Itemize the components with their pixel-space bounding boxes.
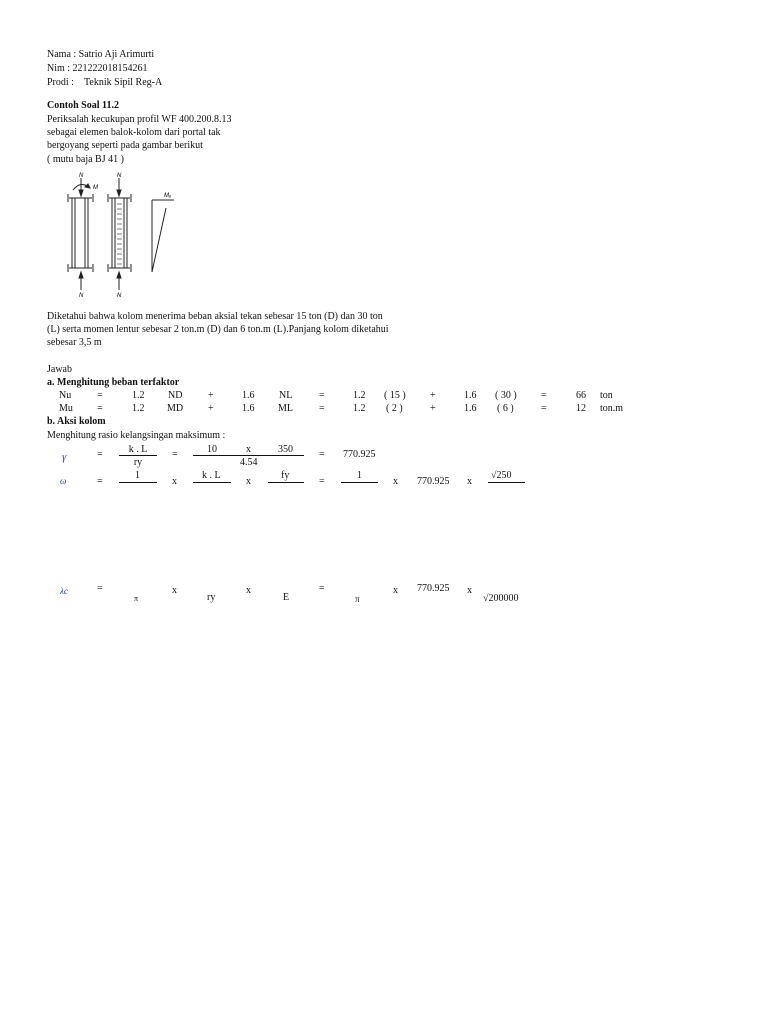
slenderness-result: 770.925 — [343, 449, 376, 460]
lambda-c-symbol: ω — [60, 476, 67, 486]
section-a-heading: a. Menghitung beban terfaktor — [47, 377, 180, 388]
times-sign: x — [393, 585, 398, 596]
ry-value: 4.54 — [240, 457, 258, 468]
times-sign: x — [467, 585, 472, 596]
length-value: 350 — [278, 444, 293, 455]
axial-load-label: N — [79, 173, 84, 179]
equals-sign: = — [319, 390, 325, 401]
fraction-bar — [119, 482, 157, 483]
nd-label: ND — [168, 390, 183, 401]
sqrt-e — [483, 593, 519, 605]
lambda-c-symbol: λc — [60, 586, 68, 596]
md-label: MD — [167, 403, 184, 414]
factor-live: 1.6 — [464, 390, 477, 401]
mu-unit: ton.m — [600, 403, 624, 414]
nu-unit: ton — [600, 390, 613, 401]
kl-numerator: k . L — [128, 444, 148, 455]
e-value: 200000 — [488, 593, 519, 604]
pi-symbol: π — [134, 594, 139, 603]
fy-value: 250 — [496, 470, 512, 481]
times-sign: x — [246, 476, 251, 487]
fraction-bar — [193, 482, 231, 483]
column-figure — [64, 168, 184, 300]
fraction-bar — [193, 455, 304, 456]
equals-sign: = — [319, 583, 325, 594]
nu-label: Nu — [59, 390, 72, 401]
equals-sign: = — [97, 583, 103, 594]
plus-sign: + — [208, 403, 214, 414]
plus-sign: + — [208, 390, 214, 401]
ry-denominator: ry — [207, 592, 216, 603]
equals-sign: = — [319, 403, 325, 414]
lambda-c-formula-bottom — [0, 583, 768, 609]
modulus-e: E — [283, 592, 290, 603]
plus-sign: + — [430, 390, 436, 401]
factor-live: 1.6 — [242, 403, 255, 414]
problem-line: Periksalah kecukupan profil WF 400.200.8.13 — [47, 114, 232, 125]
plus-sign: + — [430, 403, 436, 414]
nu-result: 66 — [576, 390, 586, 401]
moment-label: M — [93, 185, 98, 191]
problem-line: sebagai elemen balok-kolom dari portal tak — [47, 127, 221, 138]
axial-load-label: N — [117, 173, 122, 179]
equals-sign: = — [97, 476, 103, 487]
slenderness-value: 770.925 — [417, 583, 450, 594]
mu-result: 12 — [576, 403, 586, 414]
nd-value: ( 15 ) — [384, 390, 406, 401]
gamma-symbol: γ — [62, 451, 67, 463]
problem-line: bergoyang seperti pada gambar berikut — [47, 140, 203, 151]
section-b-heading: b. Aksi kolom — [47, 416, 106, 427]
equals-sign: = — [97, 403, 103, 414]
fy-numerator: fy — [281, 470, 290, 481]
problem-line: ( mutu baja BJ 41 ) — [47, 154, 124, 165]
fraction-bar — [119, 455, 157, 456]
times-sign: x — [246, 444, 251, 455]
nl-value: ( 30 ) — [495, 390, 517, 401]
moment-diagram-label: Mᵤ — [164, 193, 172, 199]
factor-dead: 1.2 — [353, 390, 366, 401]
given-line: Diketahui bahwa kolom menerima beban aksial tekan sebesar 15 ton (D) dan 30 ton — [47, 311, 383, 322]
prodi-value: Teknik Sipil Reg-A — [84, 77, 163, 88]
times-sign: x — [172, 476, 177, 487]
equals-sign: = — [97, 449, 103, 460]
one-numerator: 1 — [357, 470, 362, 481]
lambda-c-formula-top — [0, 466, 768, 487]
equals-sign: = — [172, 449, 178, 460]
column-diagram-svg — [64, 168, 184, 300]
sqrt-fy — [491, 470, 512, 482]
given-line: (L) serta momen lentur sebesar 2 ton.m (D) dan 6 ton.m (L).Panjang kolom diketahui — [47, 324, 389, 335]
student-nim: Nim : 221222018154261 — [47, 63, 148, 74]
k-value: 10 — [207, 444, 217, 455]
equals-sign: = — [541, 390, 547, 401]
sqrt-icon: √ — [483, 593, 489, 604]
ml-value: ( 6 ) — [497, 403, 514, 414]
factor-dead: 1.2 — [132, 403, 145, 414]
equals-sign: = — [541, 403, 547, 414]
fraction-bar — [488, 482, 525, 483]
md-value: ( 2 ) — [386, 403, 403, 414]
student-name: Nama : Satrio Aji Arimurti — [47, 49, 155, 60]
equals-sign: = — [319, 449, 325, 460]
factor-dead: 1.2 — [353, 403, 366, 414]
one-numerator: 1 — [135, 470, 140, 481]
slenderness-value: 770.925 — [417, 476, 450, 487]
prodi-label: Prodi : — [47, 77, 74, 88]
ry-denominator: ry — [133, 457, 143, 468]
axial-load-label: N — [117, 293, 122, 299]
equals-sign: = — [319, 476, 325, 487]
times-sign: x — [172, 585, 177, 596]
times-sign: x — [246, 585, 251, 596]
nl-label: NL — [279, 390, 293, 401]
given-line: sebesar 3,5 m — [47, 337, 102, 348]
factor-live: 1.6 — [464, 403, 477, 414]
axial-load-label: N — [79, 293, 84, 299]
ratio-intro: Menghitung rasio kelangsingan maksimum : — [47, 430, 226, 441]
factor-dead: 1.2 — [132, 390, 145, 401]
fraction-bar — [341, 482, 378, 483]
times-sign: x — [467, 476, 472, 487]
answer-label: Jawab — [47, 364, 72, 375]
equals-sign: = — [97, 390, 103, 401]
pi-symbol: π — [355, 594, 360, 604]
times-sign: x — [393, 476, 398, 487]
problem-title: Contoh Soal 11.2 — [47, 100, 119, 111]
ml-label: ML — [278, 403, 293, 414]
factor-live: 1.6 — [242, 390, 255, 401]
fraction-bar — [268, 482, 304, 483]
sqrt-icon: √ — [491, 470, 497, 481]
kl-numerator: k . L — [202, 470, 221, 481]
mu-label: Mu — [59, 403, 73, 414]
